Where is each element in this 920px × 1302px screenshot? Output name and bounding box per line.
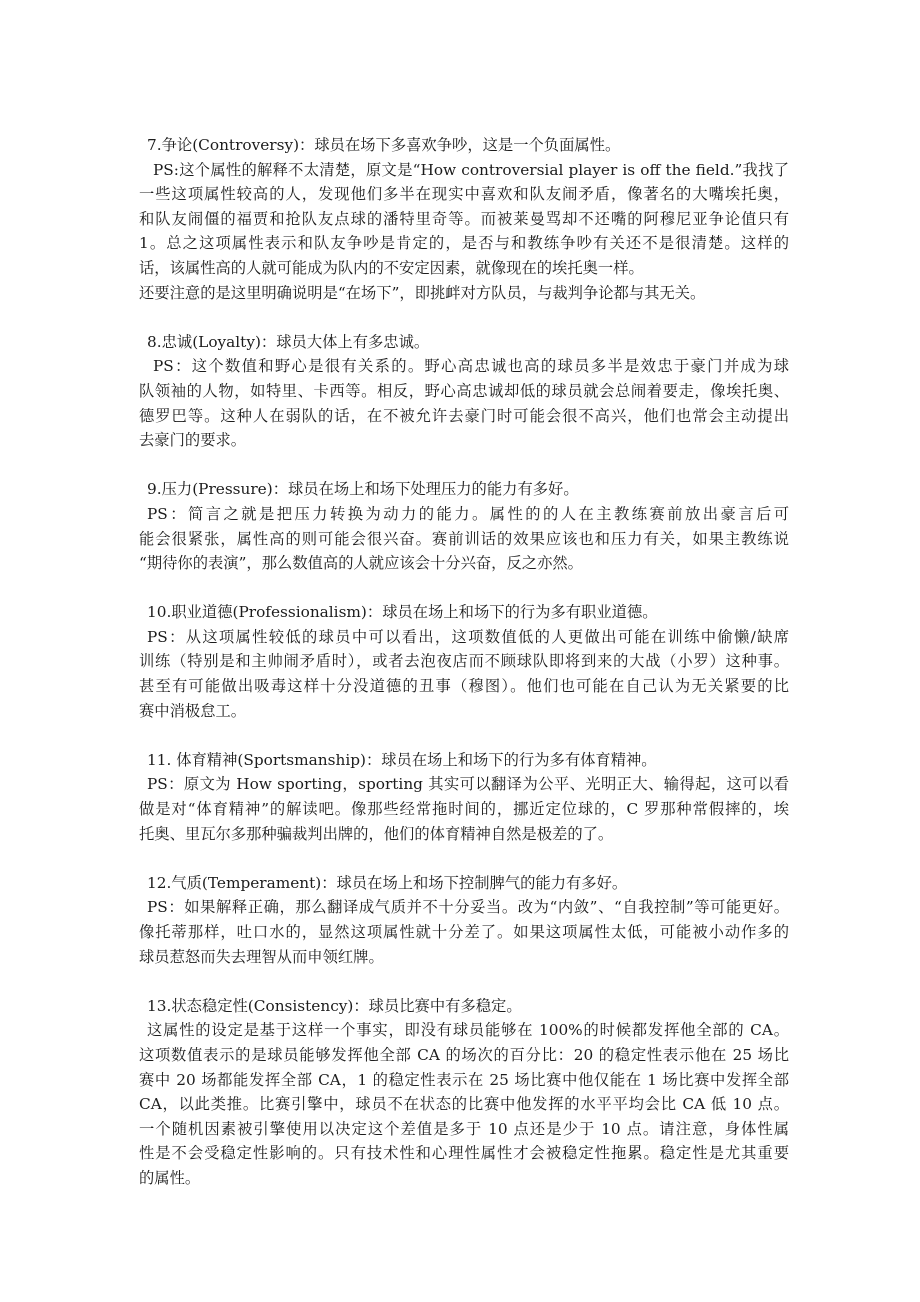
- paragraph-line: 做是对“体育精神”的解读吧。像那些经常拖时间的，挪近定位球的，C 罗那种常假摔的，埃: [139, 800, 789, 819]
- paragraph-line: 去豪门的要求。: [139, 431, 247, 450]
- paragraph-line: 1。总之这项属性表示和队友争吵是肯定的，是否与和教练争吵有关还不是很清楚。这样的: [139, 234, 789, 253]
- paragraph-line: 性是不会受稳定性影响的。只有技术性和心理性属性才会被稳定性拖累。稳定性是尤其重要: [139, 1144, 789, 1163]
- paragraph-line: PS：简言之就是把压力转换为动力的能力。属性的的人在主教练赛前放出豪言后可: [147, 504, 789, 523]
- paragraph-line: 还要注意的是这里明确说明是“在场下”，即挑衅对方队员，与裁判争论都与其无关。: [139, 283, 706, 302]
- paragraph-line: 这项数值表示的是球员能够发挥他全部 CA 的场次的百分比：20 的稳定性表示他在 25 场比: [139, 1045, 789, 1064]
- paragraph-line: 像托蒂那样，吐口水的，显然这项属性就十分差了。如果这项属性太低，可能被小动作多的: [139, 923, 789, 941]
- attribute-section: [139, 994, 789, 1191]
- paragraph-line: 训练（特别是和主帅闹矛盾时），或者去泡夜店而不顾球队即将到来的大战（小罗）这种事。: [139, 652, 789, 671]
- paragraph-line: 和队友闹僵的福贾和抢队友点球的潘特里奇等。而被莱曼骂却不还嘴的阿穆尼亚争论值只有: [139, 209, 789, 228]
- attribute-heading: 7.争论(Controversy)：球员在场下多喜欢争吵，这是一个负面属性。: [147, 136, 621, 154]
- paragraph-line: PS：原文为 How sporting，sporting 其实可以翻译为公平、光明正大、输得起，这可以看: [147, 775, 789, 794]
- attribute-section: [139, 330, 789, 453]
- paragraph-line: 的属性。: [139, 1168, 201, 1187]
- attribute-section: [139, 477, 789, 575]
- paragraph-line: 德罗巴等。这种人在弱队的话，在不被允许去豪门时可能会很不高兴，他们也常会主动提出: [139, 406, 789, 425]
- attribute-section: [139, 133, 789, 305]
- attribute-heading: 10.职业道德(Professionalism)：球员在场上和场下的行为多有职业道德。: [147, 603, 658, 622]
- paragraph-line: 赛中 20 场都能发挥全部 CA，1 的稳定性表示在 25 场比赛中他仅能在 1 场比赛中发挥全部: [139, 1070, 789, 1089]
- paragraph-line: “期待你的表演”，那么数值高的人就应该会十分兴奋，反之亦然。: [139, 554, 583, 573]
- attribute-heading: 12.气质(Temperament)：球员在场上和场下控制脾气的能力有多好。: [147, 873, 628, 892]
- paragraph-line: PS：从这项属性较低的球员中可以看出，这项数值低的人更做出可能在训练中偷懒/缺席: [147, 627, 789, 646]
- attribute-heading: 13.状态稳定性(Consistency)：球员比赛中有多稳定。: [147, 996, 522, 1015]
- attribute-heading: 9.压力(Pressure)：球员在场上和场下处理压力的能力有多好。: [147, 480, 579, 499]
- paragraph-line: PS：这个数值和野心是很有关系的。野心高忠诚也高的球员多半是效忠于豪门并成为球: [153, 357, 789, 376]
- paragraph-line: 赛中消极怠工。: [139, 701, 247, 720]
- attribute-section: [139, 748, 789, 846]
- attribute-section: [139, 600, 789, 723]
- paragraph-line: 甚至有可能做出吸毒这样十分没道德的丑事（穆图）。他们也可能在自己认为无关紧要的比: [139, 677, 789, 696]
- paragraph-line: 一个随机因素被引擎使用以决定这个差值是多于 10 点还是少于 10 点。请注意，身体性属: [139, 1119, 789, 1138]
- paragraph-line: PS：如果解释正确，那么翻译成气质并不十分妥当。改为“内敛”、“自我控制”等可能更好。: [147, 898, 789, 917]
- paragraph-line: 一些这项属性较高的人，发现他们多半在现实中喜欢和队友闹矛盾，像著名的大嘴埃托奥，: [139, 185, 789, 204]
- paragraph-line: 话，该属性高的人就可能成为队内的不安定因素，就像现在的埃托奥一样。: [139, 258, 644, 277]
- attribute-section: [139, 871, 789, 969]
- paragraph-line: PS:这个属性的解释不太清楚，原文是“How controversial player is off the field.”我找了: [153, 160, 789, 179]
- paragraph-line: 托奥、里瓦尔多那种骗裁判出牌的，他们的体育精神自然是极差的了。: [139, 824, 614, 843]
- attribute-heading: 8.忠诚(Loyalty)：球员大体上有多忠诚。: [147, 332, 430, 351]
- attribute-heading: 11. 体育精神(Sportsmanship)：球员在场上和场下的行为多有体育精神。: [147, 750, 657, 769]
- paragraph-line: 球员惹怒而失去理智从而申领红牌。: [139, 947, 384, 966]
- paragraph-line: 能会很紧张，属性高的则可能会很兴奋。赛前训话的效果应该也和压力有关，如果主教练说: [139, 529, 789, 548]
- paragraph-line: CA，以此类推。比赛引擎中，球员不在状态的比赛中他发挥的水平平均会比 CA 低 10 点。: [139, 1095, 789, 1114]
- paragraph-line: 队领袖的人物，如特里、卡西等。相反，野心高忠诚却低的球员就会总闹着要走，像埃托奥、: [139, 381, 789, 400]
- paragraph-line: 这属性的设定是基于这样一个事实，即没有球员能够在 100%的时候都发挥他全部的 CA。: [147, 1021, 789, 1040]
- document-body: [139, 133, 789, 1215]
